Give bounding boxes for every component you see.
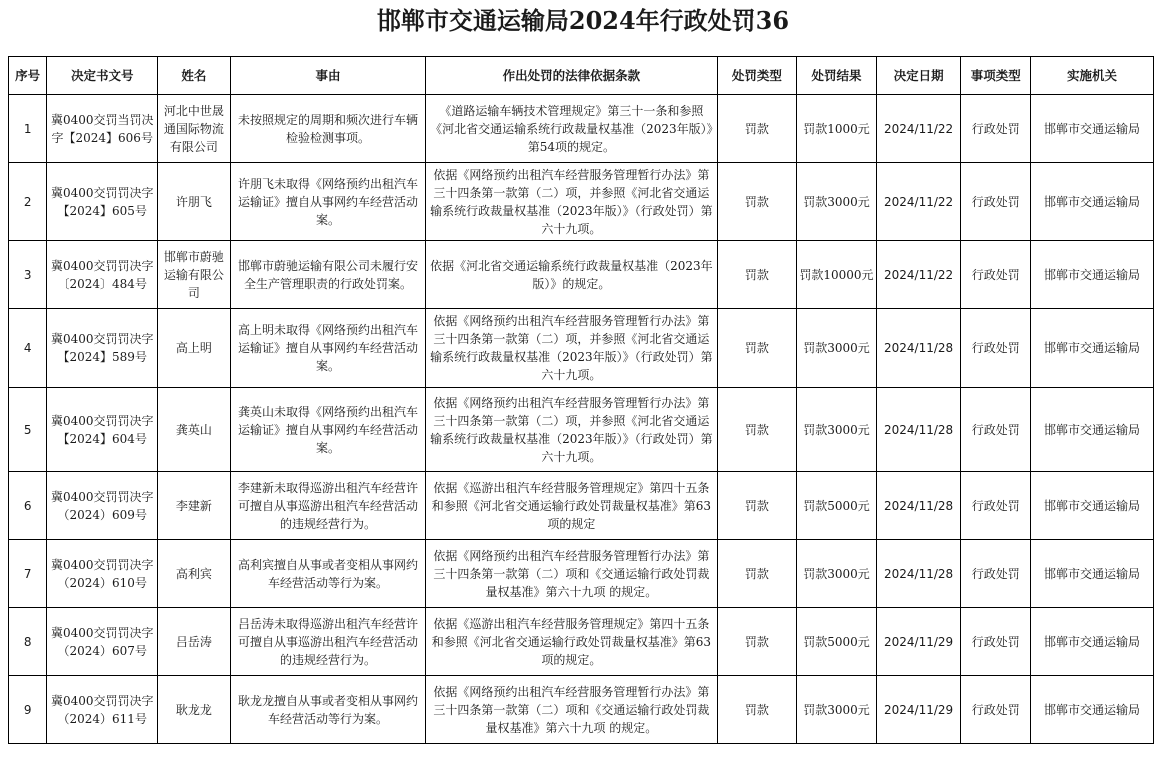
cell-agency: 邯郸市交通运输局 bbox=[1030, 540, 1153, 608]
cell-doc: 冀0400交罚罚决字（2024）607号 bbox=[47, 608, 158, 676]
cell-doc: 冀0400交罚罚决字【2024】589号 bbox=[47, 309, 158, 388]
cell-agency: 邯郸市交通运输局 bbox=[1030, 241, 1153, 309]
cell-category: 行政处罚 bbox=[961, 540, 1031, 608]
cell-reason: 李建新未取得巡游出租汽车经营许可擅自从事巡游出租汽车经营活动的违规经营行为。 bbox=[230, 472, 426, 540]
table-row bbox=[9, 676, 1154, 744]
cell-result: 罚款10000元 bbox=[797, 241, 877, 309]
cell-type: 罚款 bbox=[717, 608, 797, 676]
cell-type: 罚款 bbox=[717, 676, 797, 744]
cell-date: 2024/11/22 bbox=[876, 163, 961, 241]
page-title: 邯郸市交通运输局2024年行政处罚36 bbox=[376, 6, 790, 35]
cell-basis: 依据《网络预约出租汽车经营服务管理暂行办法》第三十四条第一款第（二）项，并参照《河北省交通运输系统行政裁量权基准（2023年版）》（行政处罚）第六十九项。 bbox=[426, 309, 717, 388]
cell-name: 邯郸市蔚驰运输有限公司 bbox=[158, 241, 231, 309]
cell-reason: 高利宾擅自从事或者变相从事网约车经营活动等行为案。 bbox=[230, 540, 426, 608]
cell-type: 罚款 bbox=[717, 309, 797, 388]
cell-category: 行政处罚 bbox=[961, 388, 1031, 472]
table-row bbox=[9, 309, 1154, 388]
cell-reason: 许朋飞未取得《网络预约出租汽车运输证》擅自从事网约车经营活动案。 bbox=[230, 163, 426, 241]
cell-result: 罚款3000元 bbox=[797, 163, 877, 241]
cell-agency: 邯郸市交通运输局 bbox=[1030, 472, 1153, 540]
cell-name: 高上明 bbox=[158, 309, 231, 388]
table-row bbox=[9, 241, 1154, 309]
table-row bbox=[9, 163, 1154, 241]
header-agency: 实施机关 bbox=[1030, 57, 1153, 95]
cell-category: 行政处罚 bbox=[961, 241, 1031, 309]
header-doc: 决定书文号 bbox=[47, 57, 158, 95]
table-row bbox=[9, 388, 1154, 472]
cell-type: 罚款 bbox=[717, 241, 797, 309]
cell-no: 3 bbox=[9, 241, 47, 309]
cell-agency: 邯郸市交通运输局 bbox=[1030, 309, 1153, 388]
cell-reason: 高上明未取得《网络预约出租汽车运输证》擅自从事网约车经营活动案。 bbox=[230, 309, 426, 388]
cell-reason: 邯郸市蔚驰运输有限公司未履行安全生产管理职责的行政处罚案。 bbox=[230, 241, 426, 309]
cell-category: 行政处罚 bbox=[961, 676, 1031, 744]
cell-type: 罚款 bbox=[717, 163, 797, 241]
cell-no: 9 bbox=[9, 676, 47, 744]
cell-agency: 邯郸市交通运输局 bbox=[1030, 163, 1153, 241]
cell-date: 2024/11/28 bbox=[876, 472, 961, 540]
cell-no: 7 bbox=[9, 540, 47, 608]
cell-basis: 依据《网络预约出租汽车经营服务管理暂行办法》第三十四条第一款第（二）项，并参照《河北省交通运输系统行政裁量权基准（2023年版）》（行政处罚）第六十九项。 bbox=[426, 163, 717, 241]
cell-doc: 冀0400交罚当罚决字【2024】606号 bbox=[47, 95, 158, 163]
header-basis: 作出处罚的法律依据条款 bbox=[426, 57, 717, 95]
cell-date: 2024/11/28 bbox=[876, 309, 961, 388]
cell-result: 罚款3000元 bbox=[797, 388, 877, 472]
cell-type: 罚款 bbox=[717, 388, 797, 472]
table-row bbox=[9, 540, 1154, 608]
cell-doc: 冀0400交罚罚决字【2024】605号 bbox=[47, 163, 158, 241]
cell-name: 高利宾 bbox=[158, 540, 231, 608]
cell-type: 罚款 bbox=[717, 472, 797, 540]
cell-basis: 依据《网络预约出租汽车经营服务管理暂行办法》第三十四条第一款第（二）项和《交通运输行政处罚裁量权基准》第六十九项 的规定。 bbox=[426, 540, 717, 608]
cell-date: 2024/11/28 bbox=[876, 540, 961, 608]
cell-reason: 未按照规定的周期和频次进行车辆检验检测事项。 bbox=[230, 95, 426, 163]
cell-reason: 耿龙龙擅自从事或者变相从事网约车经营活动等行为案。 bbox=[230, 676, 426, 744]
cell-category: 行政处罚 bbox=[961, 309, 1031, 388]
cell-name: 吕岳涛 bbox=[158, 608, 231, 676]
cell-agency: 邯郸市交通运输局 bbox=[1030, 388, 1153, 472]
cell-category: 行政处罚 bbox=[961, 608, 1031, 676]
cell-name: 许朋飞 bbox=[158, 163, 231, 241]
cell-date: 2024/11/29 bbox=[876, 608, 961, 676]
cell-no: 8 bbox=[9, 608, 47, 676]
cell-agency: 邯郸市交通运输局 bbox=[1030, 608, 1153, 676]
cell-date: 2024/11/22 bbox=[876, 241, 961, 309]
cell-no: 4 bbox=[9, 309, 47, 388]
table-row bbox=[9, 472, 1154, 540]
header-result: 处罚结果 bbox=[797, 57, 877, 95]
cell-basis: 依据《网络预约出租汽车经营服务管理暂行办法》第三十四条第一款第（二）项，并参照《河北省交通运输系统行政裁量权基准（2023年版）》（行政处罚）第六十九项。 bbox=[426, 388, 717, 472]
cell-reason: 吕岳涛未取得巡游出租汽车经营许可擅自从事巡游出租汽车经营活动的违规经营行为。 bbox=[230, 608, 426, 676]
cell-category: 行政处罚 bbox=[961, 472, 1031, 540]
cell-no: 2 bbox=[9, 163, 47, 241]
cell-basis: 依据《河北省交通运输系统行政裁量权基准（2023年版）》的规定。 bbox=[426, 241, 717, 309]
cell-basis: 依据《巡游出租汽车经营服务管理规定》第四十五条和参照《河北省交通运输行政处罚裁量权基准》第63项的规定 bbox=[426, 472, 717, 540]
cell-result: 罚款5000元 bbox=[797, 608, 877, 676]
cell-agency: 邯郸市交通运输局 bbox=[1030, 95, 1153, 163]
cell-doc: 冀0400交罚罚决字（2024）610号 bbox=[47, 540, 158, 608]
header-reason: 事由 bbox=[230, 57, 426, 95]
cell-date: 2024/11/22 bbox=[876, 95, 961, 163]
cell-reason: 龚英山未取得《网络预约出租汽车运输证》擅自从事网约车经营活动案。 bbox=[230, 388, 426, 472]
cell-name: 耿龙龙 bbox=[158, 676, 231, 744]
cell-doc: 冀0400交罚罚决字【2024】604号 bbox=[47, 388, 158, 472]
cell-result: 罚款3000元 bbox=[797, 676, 877, 744]
cell-category: 行政处罚 bbox=[961, 163, 1031, 241]
cell-no: 6 bbox=[9, 472, 47, 540]
cell-basis: 依据《网络预约出租汽车经营服务管理暂行办法》第三十四条第一款第（二）项和《交通运输行政处罚裁量权基准》第六十九项 的规定。 bbox=[426, 676, 717, 744]
cell-doc: 冀0400交罚罚决字（2024）609号 bbox=[47, 472, 158, 540]
cell-no: 5 bbox=[9, 388, 47, 472]
cell-type: 罚款 bbox=[717, 540, 797, 608]
cell-type: 罚款 bbox=[717, 95, 797, 163]
cell-doc: 冀0400交罚罚决字（2024）611号 bbox=[47, 676, 158, 744]
header-no: 序号 bbox=[9, 57, 47, 95]
cell-name: 李建新 bbox=[158, 472, 231, 540]
header-date: 决定日期 bbox=[876, 57, 961, 95]
cell-no: 1 bbox=[9, 95, 47, 163]
cell-result: 罚款3000元 bbox=[797, 540, 877, 608]
cell-date: 2024/11/29 bbox=[876, 676, 961, 744]
cell-name: 龚英山 bbox=[158, 388, 231, 472]
cell-doc: 冀0400交罚罚决字〔2024〕484号 bbox=[47, 241, 158, 309]
header-name: 姓名 bbox=[158, 57, 231, 95]
cell-category: 行政处罚 bbox=[961, 95, 1031, 163]
table-header-row bbox=[9, 57, 1154, 95]
table-row bbox=[9, 95, 1154, 163]
header-type: 处罚类型 bbox=[717, 57, 797, 95]
header-category: 事项类型 bbox=[961, 57, 1031, 95]
cell-basis: 依据《巡游出租汽车经营服务管理规定》第四十五条和参照《河北省交通运输行政处罚裁量权基准》第63项的规定。 bbox=[426, 608, 717, 676]
cell-result: 罚款1000元 bbox=[797, 95, 877, 163]
penalty-table bbox=[8, 56, 1154, 744]
cell-agency: 邯郸市交通运输局 bbox=[1030, 676, 1153, 744]
cell-date: 2024/11/28 bbox=[876, 388, 961, 472]
cell-result: 罚款3000元 bbox=[797, 309, 877, 388]
cell-basis: 《道路运输车辆技术管理规定》第三十一条和参照《河北省交通运输系统行政裁量权基准（2023年版）》第54项的规定。 bbox=[426, 95, 717, 163]
table-row bbox=[9, 608, 1154, 676]
cell-name: 河北中世晟通国际物流有限公司 bbox=[158, 95, 231, 163]
cell-result: 罚款5000元 bbox=[797, 472, 877, 540]
